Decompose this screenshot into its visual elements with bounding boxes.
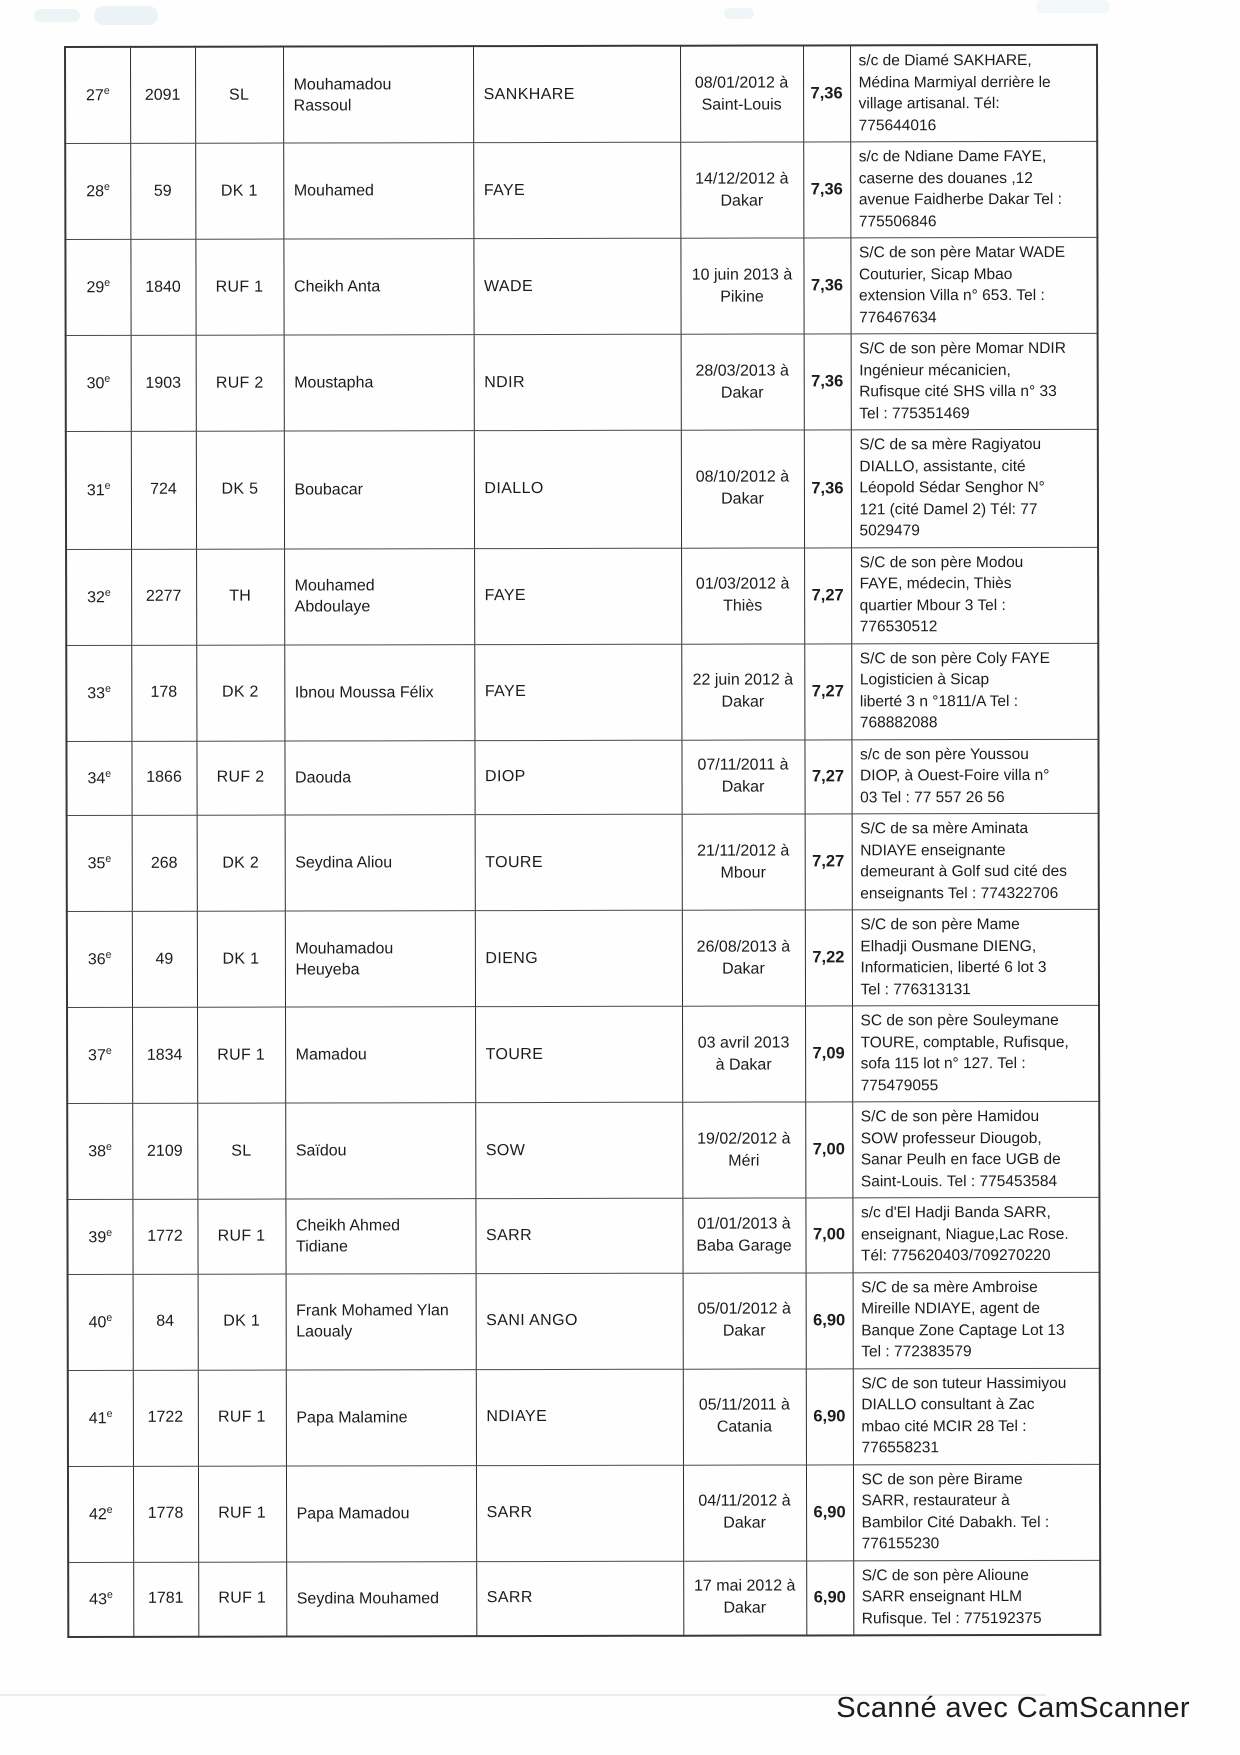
scan-smudge (724, 8, 754, 19)
ordinal-suffix: e (104, 277, 111, 290)
table-row (67, 1197, 1099, 1274)
last-name-cell: DIALLO (474, 430, 681, 548)
birth-date-place-cell: 03 avril 2013 à Dakar (682, 1006, 805, 1102)
birth-date-place-cell: 04/11/2012 à Dakar (683, 1464, 806, 1560)
center-code-cell: RUF 1 (198, 1370, 286, 1466)
ordinal-suffix: e (106, 1141, 112, 1154)
scan-smudge (94, 6, 158, 25)
score-cell: 7,22 (805, 910, 852, 1006)
birth-date-place-cell: 01/03/2012 à Thiès (681, 547, 804, 643)
ordinal-suffix: e (106, 1588, 113, 1601)
table-row (66, 429, 1098, 549)
birth-date-place-cell: 10 juin 2013 à Pikine (680, 238, 803, 334)
rank-number: 37 (88, 1047, 106, 1065)
rank-cell (67, 1199, 132, 1274)
score-cell: 7,36 (804, 430, 851, 548)
birth-date-place-cell: 08/01/2012 à Saint-Louis (680, 45, 803, 142)
score-cell: 6,90 (806, 1560, 853, 1635)
center-code-cell: RUF 1 (197, 1199, 285, 1274)
last-name-cell: SOW (475, 1102, 682, 1198)
rank-number: 27 (86, 87, 104, 105)
first-name-cell: Mouhamed Abdoulaye (284, 548, 474, 644)
last-name-cell: SARR (476, 1561, 683, 1636)
score-cell: 6,90 (806, 1272, 853, 1368)
rank-number: 42 (88, 1506, 107, 1524)
score-cell: 6,90 (806, 1464, 853, 1560)
registration-number-cell: 59 (130, 143, 195, 239)
registration-number-cell: 724 (131, 431, 196, 549)
rank-number: 36 (87, 951, 106, 969)
ordinal-suffix: e (105, 949, 112, 962)
first-name-cell: Saïdou (285, 1103, 475, 1199)
last-name-cell: SARR (476, 1465, 683, 1561)
contact-cell: S/C de son père Momar NDIR Ingénieur mécanicien, Rufisque cité SHS villa n° 33 Tel : 775351469 (851, 333, 1098, 430)
birth-date-place-cell: 05/11/2011 à Catania (683, 1368, 806, 1464)
center-code-cell: DK 1 (195, 143, 283, 239)
contact-cell: S/C de son père Hamidou SOW professeur Diougob, Sanar Peulh en face UGB de Saint-Louis. Tel : 775453584 (852, 1101, 1099, 1198)
center-code-cell: RUF 1 (197, 1007, 285, 1103)
rank-number: 38 (88, 1143, 107, 1161)
last-name-cell: TOURE (475, 814, 682, 910)
birth-date-place-cell: 14/12/2012 à Dakar (680, 142, 803, 238)
last-name-cell: FAYE (474, 548, 681, 644)
first-name-cell: Ibnou Moussa Félix (284, 644, 474, 740)
rank-number: 35 (87, 855, 106, 873)
ordinal-suffix: e (104, 586, 111, 599)
ordinal-suffix: e (104, 181, 110, 194)
contact-cell: S/C de son père Coly FAYE Logisticien à Sicap liberté 3 n °1811/A Tel : 768882088 (851, 643, 1098, 740)
last-name-cell: SANI ANGO (476, 1273, 683, 1369)
rank-number: 33 (87, 685, 106, 703)
registration-number-cell: 2091 (130, 47, 195, 144)
first-name-cell: Moustapha (284, 335, 474, 431)
ordinal-suffix: e (105, 1045, 112, 1058)
table-row (68, 1464, 1100, 1562)
contact-cell: s/c de Diamé SAKHARE, Médina Marmiyal derrière le village artisanal. Tél: 775644016 (850, 45, 1097, 142)
contact-cell: S/C de son père Mame Elhadji Ousmane DIENG, Informaticien, liberté 6 lot 3 Tel : 776313131 (852, 909, 1099, 1006)
score-cell: 6,90 (806, 1368, 853, 1464)
center-code-cell: RUF 1 (195, 239, 283, 335)
scan-smudge (34, 9, 80, 22)
registration-number-cell: 2277 (131, 549, 196, 645)
birth-date-place-cell: 28/03/2013 à Dakar (681, 334, 804, 430)
rank-cell (68, 1466, 133, 1562)
first-name-cell: Mouhamadou Heuyeba (285, 911, 475, 1007)
scan-smudge (1036, 0, 1110, 13)
first-name-cell: Mamadou (285, 1007, 475, 1103)
birth-date-place-cell: 08/10/2012 à Dakar (681, 430, 804, 548)
last-name-cell: DIENG (475, 910, 682, 1006)
first-name-cell: Seydina Aliou (285, 815, 475, 911)
registration-number-cell: 1903 (131, 335, 196, 431)
rank-number: 40 (88, 1314, 107, 1332)
score-cell: 7,00 (805, 1102, 852, 1198)
last-name-cell: DIOP (474, 740, 681, 815)
contact-cell: S/C de son père Matar WADE Couturier, Sicap Mbao extension Villa n° 653. Tel : 776467634 (850, 237, 1097, 334)
first-name-cell: Papa Mamadou (286, 1465, 476, 1561)
score-cell: 7,27 (804, 547, 851, 643)
first-name-cell: Mouhamed (283, 143, 473, 239)
rank-number: 41 (88, 1410, 107, 1428)
registration-number-cell: 1772 (132, 1199, 197, 1274)
rank-cell (68, 1370, 133, 1466)
rank-number: 28 (86, 183, 105, 201)
rank-number: 34 (87, 770, 106, 788)
rank-cell (67, 815, 132, 911)
last-name-cell: WADE (473, 238, 680, 334)
registration-number-cell: 268 (132, 815, 197, 911)
score-cell: 7,36 (803, 238, 850, 334)
birth-date-place-cell: 19/02/2012 à Méri (682, 1102, 805, 1198)
ordinal-suffix: e (106, 1503, 113, 1516)
last-name-cell: SARR (475, 1198, 682, 1273)
last-name-cell: FAYE (474, 644, 681, 740)
contact-cell: s/c de son père Youssou DIOP, à Ouest-Foire villa n° 03 Tel : 77 557 26 56 (851, 739, 1098, 814)
rank-cell (66, 431, 131, 549)
table-row (66, 739, 1098, 816)
center-code-cell: DK 2 (197, 815, 285, 911)
registration-number-cell: 178 (131, 645, 196, 741)
score-cell: 7,36 (804, 334, 851, 430)
contact-cell: S/C de son père Modou FAYE, médecin, Thiès quartier Mbour 3 Tel : 776530512 (851, 547, 1098, 644)
birth-date-place-cell: 07/11/2011 à Dakar (681, 739, 804, 814)
ordinal-suffix: e (105, 682, 111, 695)
rank-number: 31 (86, 482, 105, 500)
birth-date-place-cell: 05/01/2012 à Dakar (683, 1272, 806, 1368)
contact-cell: S/C de son père Alioune SARR enseignant HLM Rufisque. Tel : 775192375 (853, 1560, 1100, 1636)
rank-cell (66, 335, 131, 431)
score-cell: 7,36 (803, 45, 850, 142)
last-name-cell: NDIAYE (476, 1369, 683, 1465)
rank-cell (66, 549, 131, 645)
contact-cell: s/c de Ndiane Dame FAYE, caserne des douanes ,12 avenue Faidherbe Dakar Tel : 775506846 (850, 141, 1097, 238)
camscanner-watermark: Scanné avec CamScanner (836, 1692, 1190, 1724)
registration-number-cell: 1778 (133, 1466, 198, 1562)
first-name-cell: Frank Mohamed Ylan Laoualy (286, 1273, 476, 1369)
registration-number-cell: 1834 (132, 1007, 197, 1103)
first-name-cell: Cheikh Ahmed Tidiane (285, 1199, 475, 1274)
birth-date-place-cell: 22 juin 2012 à Dakar (681, 643, 804, 739)
table-row (67, 1005, 1099, 1103)
rank-number: 29 (86, 279, 105, 297)
registration-number-cell: 1722 (133, 1370, 198, 1466)
center-code-cell: DK 1 (197, 911, 285, 1007)
birth-date-place-cell: 21/11/2012 à Mbour (682, 814, 805, 910)
center-code-cell: SL (197, 1103, 285, 1199)
rank-cell (65, 143, 130, 239)
table-row (66, 643, 1098, 741)
rank-number: 30 (86, 375, 105, 393)
ordinal-suffix: e (104, 373, 111, 386)
center-code-cell: DK 2 (196, 645, 284, 741)
score-cell: 7,36 (803, 142, 850, 238)
contact-cell: SC de son père Souleymane TOURE, comptable, Rufisque, sofa 115 lot n° 127. Tel : 775479055 (852, 1005, 1099, 1102)
table-row (66, 333, 1098, 431)
center-code-cell: RUF 1 (198, 1562, 286, 1637)
rank-cell (66, 645, 131, 741)
ordinal-suffix: e (106, 1311, 113, 1324)
table-row (68, 1560, 1100, 1637)
score-cell: 7,27 (804, 643, 851, 739)
table-row (68, 1368, 1100, 1466)
ordinal-suffix: e (106, 1226, 113, 1239)
birth-date-place-cell: 17 mai 2012 à Dakar (683, 1560, 806, 1635)
table-row (65, 141, 1097, 239)
rank-cell (65, 47, 130, 144)
last-name-cell: SANKHARE (473, 46, 680, 143)
ordinal-suffix: e (104, 479, 111, 492)
center-code-cell: TH (196, 549, 284, 645)
table-row (67, 909, 1099, 1007)
contact-cell: s/c d'El Hadji Banda SARR, enseignant, Niague,Lac Rose. Tél: 775620403/709270220 (852, 1197, 1099, 1272)
contact-cell: S/C de son tuteur Hassimiyou DIALLO consultant à Zac mbao cité MCIR 28 Tel : 776558231 (853, 1368, 1100, 1465)
score-cell: 7,09 (805, 1006, 852, 1102)
rank-cell (65, 239, 130, 335)
registration-number-cell: 1866 (131, 741, 196, 816)
registration-number-cell: 1781 (133, 1562, 198, 1637)
rank-cell (68, 1274, 133, 1370)
table-row (67, 1101, 1099, 1199)
center-code-cell: DK 5 (196, 431, 284, 549)
first-name-cell: Cheikh Anta (283, 239, 473, 335)
ordinal-suffix: e (105, 767, 112, 780)
first-name-cell: Seydina Mouhamed (286, 1561, 476, 1636)
score-cell: 7,27 (805, 814, 852, 910)
registration-number-cell: 49 (132, 911, 197, 1007)
contact-cell: S/C de sa mère Ambroise Mireille NDIAYE, agent de Banque Zone Captage Lot 13 Tel : 772383579 (853, 1272, 1100, 1369)
registration-number-cell: 1840 (130, 239, 195, 335)
rank-number: 43 (89, 1591, 107, 1609)
contact-cell: S/C de sa mère Aminata NDIAYE enseignante demeurant à Golf sud cité des enseignants Tel : 774322706 (852, 813, 1099, 910)
results-table (64, 44, 1101, 1638)
rank-cell (67, 1007, 132, 1103)
rank-cell (67, 1103, 132, 1199)
results-table-body (65, 45, 1100, 1637)
contact-cell: S/C de sa mère Ragiyatou DIALLO, assistante, cité Léopold Sédar Senghor N° 121 (cité Damel 2) Tél: 77 5029479 (851, 429, 1098, 547)
birth-date-place-cell: 26/08/2013 à Dakar (682, 910, 805, 1006)
first-name-cell: Mouhamadou Rassoul (283, 46, 473, 143)
rank-number: 39 (88, 1228, 107, 1246)
last-name-cell: TOURE (475, 1006, 682, 1102)
last-name-cell: FAYE (473, 142, 680, 238)
birth-date-place-cell: 01/01/2013 à Baba Garage (682, 1198, 805, 1273)
ordinal-suffix: e (103, 85, 110, 98)
rank-number: 32 (87, 589, 105, 607)
last-name-cell: NDIR (474, 334, 681, 430)
table-row (65, 45, 1097, 144)
table-row (68, 1272, 1100, 1370)
center-code-cell: SL (195, 47, 283, 144)
first-name-cell: Daouda (284, 740, 474, 815)
score-cell: 7,27 (804, 739, 851, 814)
rank-cell (66, 741, 131, 816)
first-name-cell: Boubacar (284, 431, 474, 549)
table-row (67, 813, 1099, 911)
center-code-cell: RUF 2 (196, 741, 284, 816)
rank-cell (67, 911, 132, 1007)
center-code-cell: RUF 1 (198, 1466, 286, 1562)
registration-number-cell: 2109 (132, 1103, 197, 1199)
center-code-cell: RUF 2 (196, 335, 284, 431)
center-code-cell: DK 1 (198, 1274, 286, 1370)
table-row (65, 237, 1097, 335)
registration-number-cell: 84 (133, 1274, 198, 1370)
rank-cell (68, 1562, 133, 1637)
contact-cell: SC de son père Birame SARR, restaurateur à Bambilor Cité Dabakh. Tel : 776155230 (853, 1464, 1100, 1561)
first-name-cell: Papa Malamine (286, 1369, 476, 1465)
table-row (66, 547, 1098, 645)
ordinal-suffix: e (106, 1407, 113, 1420)
score-cell: 7,00 (805, 1198, 852, 1273)
ordinal-suffix: e (105, 853, 112, 866)
